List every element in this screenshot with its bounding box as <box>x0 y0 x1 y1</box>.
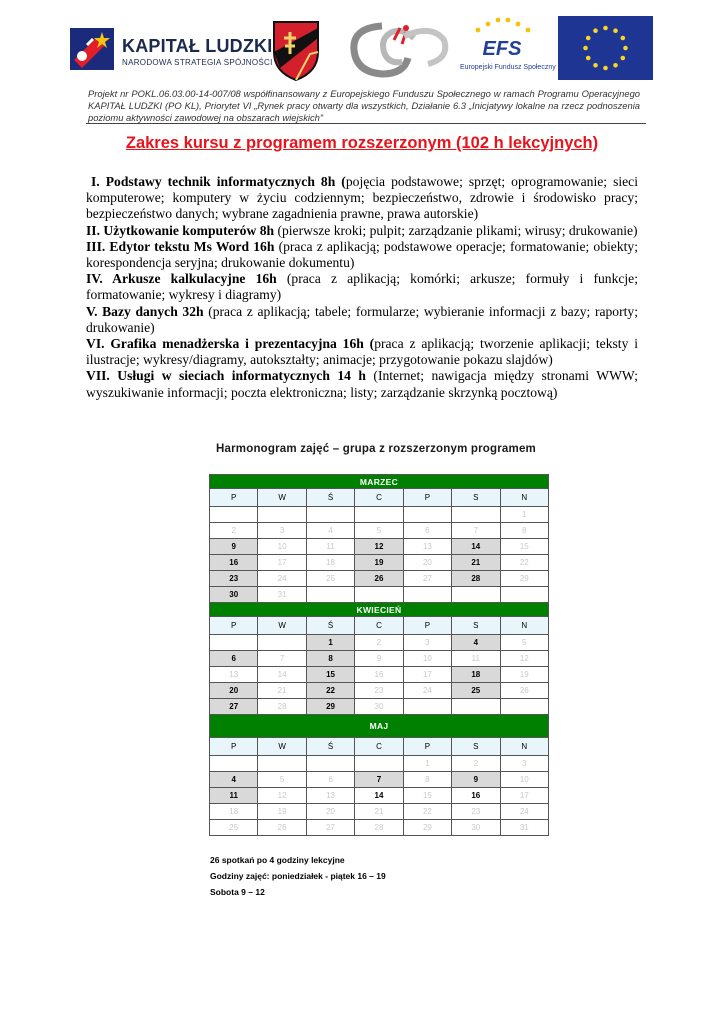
section-text: (praca z aplikacją; tabele; formularze; wybieranie informacji z bazy; raporty; drukowanie) <box>86 303 638 335</box>
week-row <box>210 571 549 587</box>
section-7 <box>86 368 638 400</box>
calendar-day: 6 <box>403 523 451 539</box>
week-row <box>210 539 549 555</box>
calendar-day: 13 <box>403 539 451 555</box>
page-title: Zakres kursu z programem rozszerzonym (102 h lekcyjnych) <box>125 134 599 152</box>
week-row <box>210 788 549 804</box>
calendar-day: 29 <box>500 571 548 587</box>
header-divider <box>86 123 646 124</box>
empty-cell <box>258 507 306 523</box>
section-3 <box>86 239 638 271</box>
empty-cell <box>210 635 258 651</box>
calendar-day: 23 <box>452 804 500 820</box>
month-header-row <box>210 603 549 617</box>
weekday-header-row <box>210 738 549 756</box>
class-day: 21 <box>452 555 500 571</box>
class-day: 23 <box>210 571 258 587</box>
calendar-day: 14 <box>258 667 306 683</box>
calendar-day: 18 <box>210 804 258 820</box>
calendar-day: 12 <box>500 651 548 667</box>
week-row <box>210 756 549 772</box>
section-heading: VII. Usługi w sieciach informatycznych 14 h <box>86 368 366 384</box>
class-day: 9 <box>210 539 258 555</box>
weekday-label: W <box>258 738 306 756</box>
section-4 <box>86 271 638 303</box>
calendar-day: 19 <box>258 804 306 820</box>
class-day: 9 <box>452 772 500 788</box>
class-day: 18 <box>452 667 500 683</box>
calendar-day: 7 <box>452 523 500 539</box>
efs-title: EFS <box>482 38 522 60</box>
calendar-day: 28 <box>355 820 403 836</box>
section-heading: V. Bazy danych 32h <box>86 303 204 319</box>
calendar-day: 1 <box>500 507 548 523</box>
project-info-text: Projekt nr POKL.06.03.00-14-007/08 współfinansowany z Europejskiego Funduszu Społecznego w ramach Programu Operacyjnego KAPITAŁ LUDZKI (PO KL), Priorytet VI „Rynek pracy otwarty dla wszystkich, Działanie 6.3 „Inicjatywy lokalne na rzecz podnoszenia poziomu aktywności zawodowej na obszarach wiejskich” <box>88 88 640 123</box>
weekday-label: Ś <box>306 489 354 507</box>
calendar-day: 2 <box>355 635 403 651</box>
calendar-day: 5 <box>258 772 306 788</box>
calendar-day: 24 <box>500 804 548 820</box>
section-5 <box>86 304 638 336</box>
empty-cell <box>306 507 354 523</box>
calendar-day: 20 <box>403 555 451 571</box>
week-row <box>210 523 549 539</box>
calendar-day: 2 <box>452 756 500 772</box>
calendar-day: 30 <box>452 820 500 836</box>
week-row <box>210 804 549 820</box>
month-header-row <box>210 475 549 489</box>
section-2 <box>86 223 638 239</box>
calendar-day: 22 <box>500 555 548 571</box>
empty-cell <box>355 756 403 772</box>
calendar-day: 26 <box>500 683 548 699</box>
weekday-label: P <box>403 738 451 756</box>
kapital-ludzki-title: KAPITAŁ LUDZKI <box>122 36 273 56</box>
class-day: 14 <box>355 788 403 804</box>
schedule-title: Harmonogram zajęć – grupa z rozszerzonym programem <box>216 443 536 455</box>
calendar-day: 6 <box>306 772 354 788</box>
weekday-label: P <box>210 489 258 507</box>
calendar-day: 22 <box>403 804 451 820</box>
class-day: 28 <box>452 571 500 587</box>
calendar-day: 10 <box>500 772 548 788</box>
calendar-day: 25 <box>306 571 354 587</box>
calendar-day: 21 <box>355 804 403 820</box>
efs-logo <box>460 14 556 82</box>
empty-cell <box>452 587 500 603</box>
class-day: 16 <box>452 788 500 804</box>
weekday-label: C <box>355 617 403 635</box>
empty-cell <box>355 507 403 523</box>
class-day: 30 <box>210 587 258 603</box>
calendar-day: 25 <box>210 820 258 836</box>
calendar-day: 24 <box>258 571 306 587</box>
week-row <box>210 651 549 667</box>
weekday-label: W <box>258 489 306 507</box>
empty-cell <box>500 587 548 603</box>
section-6 <box>86 336 638 368</box>
section-text: praca z aplikacją; tworzenie aplikacji; teksty i ilustracje; wykresy/diagramy, autokształty; animacje; przygotowanie pokazu slajdów) <box>86 336 638 368</box>
weekday-label: Ś <box>306 617 354 635</box>
section-text: (pierwsze kroki; pulpit; zarządzanie plikami; wirusy; drukowanie) <box>274 222 638 238</box>
class-day: 15 <box>306 667 354 683</box>
weekday-label: P <box>403 617 451 635</box>
calendar-day: 27 <box>403 571 451 587</box>
empty-cell <box>210 756 258 772</box>
empty-cell <box>452 507 500 523</box>
empty-cell <box>306 587 354 603</box>
gmina-emblem-icon <box>342 18 454 82</box>
calendar-day: 5 <box>355 523 403 539</box>
week-row <box>210 507 549 523</box>
weekday-label: Ś <box>306 738 354 756</box>
calendar-day: 24 <box>403 683 451 699</box>
section-heading: II. Użytkowanie komputerów 8h <box>86 222 275 238</box>
class-day: 29 <box>306 699 354 715</box>
weekday-label: N <box>500 738 548 756</box>
calendar-day: 11 <box>306 539 354 555</box>
empty-cell <box>355 587 403 603</box>
calendar-day: 31 <box>500 820 548 836</box>
class-day: 25 <box>452 683 500 699</box>
month-name: KWIECIEŃ <box>210 603 549 617</box>
weekday-label: W <box>258 617 306 635</box>
weekday-label: C <box>355 489 403 507</box>
schedule-notes <box>210 852 386 900</box>
calendar-day: 19 <box>500 667 548 683</box>
class-day: 8 <box>306 651 354 667</box>
calendar-day: 20 <box>306 804 354 820</box>
weekday-label: P <box>210 738 258 756</box>
class-day: 4 <box>452 635 500 651</box>
calendar-day: 17 <box>403 667 451 683</box>
section-heading: IV. Arkusze kalkulacyjne 16h <box>86 271 277 287</box>
calendar-day: 15 <box>403 788 451 804</box>
kapital-ludzki-flag-icon <box>66 26 122 72</box>
calendar-day: 10 <box>258 539 306 555</box>
empty-cell <box>258 635 306 651</box>
calendar-day: 27 <box>306 820 354 836</box>
class-day: 1 <box>306 635 354 651</box>
section-heading: I. Podstawy technik informatycznych 8h ( <box>91 174 346 189</box>
class-day: 20 <box>210 683 258 699</box>
class-day: 6 <box>210 651 258 667</box>
class-day: 12 <box>355 539 403 555</box>
empty-cell <box>403 699 451 715</box>
week-row <box>210 635 549 651</box>
weekday-header-row <box>210 489 549 507</box>
month-name: MAJ <box>210 715 549 738</box>
calendar-day: 10 <box>403 651 451 667</box>
calendar-day: 21 <box>258 683 306 699</box>
week-row <box>210 555 549 571</box>
weekday-label: C <box>355 738 403 756</box>
calendar-day: 2 <box>210 523 258 539</box>
kapital-ludzki-logo <box>62 22 273 74</box>
calendar-day: 3 <box>258 523 306 539</box>
calendar-day: 3 <box>500 756 548 772</box>
calendar-day: 23 <box>355 683 403 699</box>
calendar-day: 15 <box>500 539 548 555</box>
section-text: (praca z aplikacją; podstawowe operacje; formatowanie; obiekty; korespondencja seryjna; drukowanie dokumentu) <box>86 238 638 271</box>
weekday-label: P <box>210 617 258 635</box>
logo-header <box>62 14 662 82</box>
section-1 <box>86 174 638 223</box>
weekday-label: S <box>452 617 500 635</box>
empty-cell <box>452 699 500 715</box>
calendar-day: 13 <box>306 788 354 804</box>
class-day: 7 <box>355 772 403 788</box>
coat-of-arms-icon <box>268 18 324 82</box>
weekday-label: P <box>403 489 451 507</box>
class-day: 26 <box>355 571 403 587</box>
calendar-day: 17 <box>258 555 306 571</box>
section-heading: VI. Grafika menadżerska i prezentacyjna 16h ( <box>86 336 375 352</box>
class-day: 11 <box>210 788 258 804</box>
empty-cell <box>210 507 258 523</box>
note-meetings: 26 spotkań po 4 godziny lekcyjne <box>210 855 345 865</box>
class-day: 14 <box>452 539 500 555</box>
eu-flag-icon <box>558 16 653 80</box>
kapital-ludzki-subtitle: NARODOWA STRATEGIA SPÓJNOŚCI <box>122 58 273 67</box>
month-name: MARZEC <box>210 475 549 489</box>
calendar-day: 1 <box>403 756 451 772</box>
calendar-day: 18 <box>306 555 354 571</box>
empty-cell <box>403 587 451 603</box>
week-row <box>210 587 549 603</box>
class-day: 4 <box>210 772 258 788</box>
calendar-day: 29 <box>403 820 451 836</box>
section-text: pojęcia podstawowe; sprzęt; oprogramowanie; sieci komputerowe; komputery w życiu codziennym; bezpieczeństwo, zdrowie i środowisko pracy; bezpieczeństwo danych; wybrane zagadnienia prawne, prawa autorskie) <box>86 174 638 222</box>
weekday-label: N <box>500 489 548 507</box>
note-saturday-hours: Sobota 9 – 12 <box>210 887 265 897</box>
calendar-day: 3 <box>403 635 451 651</box>
class-day: 19 <box>355 555 403 571</box>
calendar-day: 9 <box>355 651 403 667</box>
calendar-day: 13 <box>210 667 258 683</box>
efs-stars-icon <box>470 16 534 36</box>
calendar-day: 28 <box>258 699 306 715</box>
calendar-day: 4 <box>306 523 354 539</box>
week-row <box>210 772 549 788</box>
class-day: 27 <box>210 699 258 715</box>
weekday-label: N <box>500 617 548 635</box>
week-row <box>210 699 549 715</box>
section-text: (praca z aplikacją; komórki; arkusze; formuły i funkcje; formatowanie; wykresy i diagramy) <box>86 271 638 303</box>
note-weekday-hours: Godziny zajęć: poniedziałek - piątek 16 – 19 <box>210 871 386 881</box>
section-heading: III. Edytor tekstu Ms Word 16h <box>86 238 275 254</box>
empty-cell <box>258 756 306 772</box>
calendar-day: 5 <box>500 635 548 651</box>
weekday-label: S <box>452 738 500 756</box>
class-day: 16 <box>210 555 258 571</box>
calendar-day: 16 <box>355 667 403 683</box>
calendar-day: 26 <box>258 820 306 836</box>
efs-subtitle: Europejski Fundusz Społeczny <box>460 64 556 71</box>
week-row <box>210 820 549 836</box>
calendar-day: 30 <box>355 699 403 715</box>
calendar-day: 31 <box>258 587 306 603</box>
calendar-day: 11 <box>452 651 500 667</box>
weekday-header-row <box>210 617 549 635</box>
section-text: (Internet; nawigacja między stronami WWW; wyszukiwanie informacji; poczta elektroniczna; listy; zarządzanie skrzynką pocztową) <box>86 368 639 400</box>
course-scope <box>86 174 638 401</box>
empty-cell <box>403 507 451 523</box>
empty-cell <box>500 699 548 715</box>
class-day: 22 <box>306 683 354 699</box>
month-header-row <box>210 715 549 738</box>
calendar-day: 12 <box>258 788 306 804</box>
calendar-day: 17 <box>500 788 548 804</box>
calendar-day: 7 <box>258 651 306 667</box>
week-row <box>210 667 549 683</box>
calendar-day: 8 <box>403 772 451 788</box>
weekday-label: S <box>452 489 500 507</box>
empty-cell <box>306 756 354 772</box>
week-row <box>210 683 549 699</box>
schedule-calendar <box>209 474 549 836</box>
calendar-day: 8 <box>500 523 548 539</box>
